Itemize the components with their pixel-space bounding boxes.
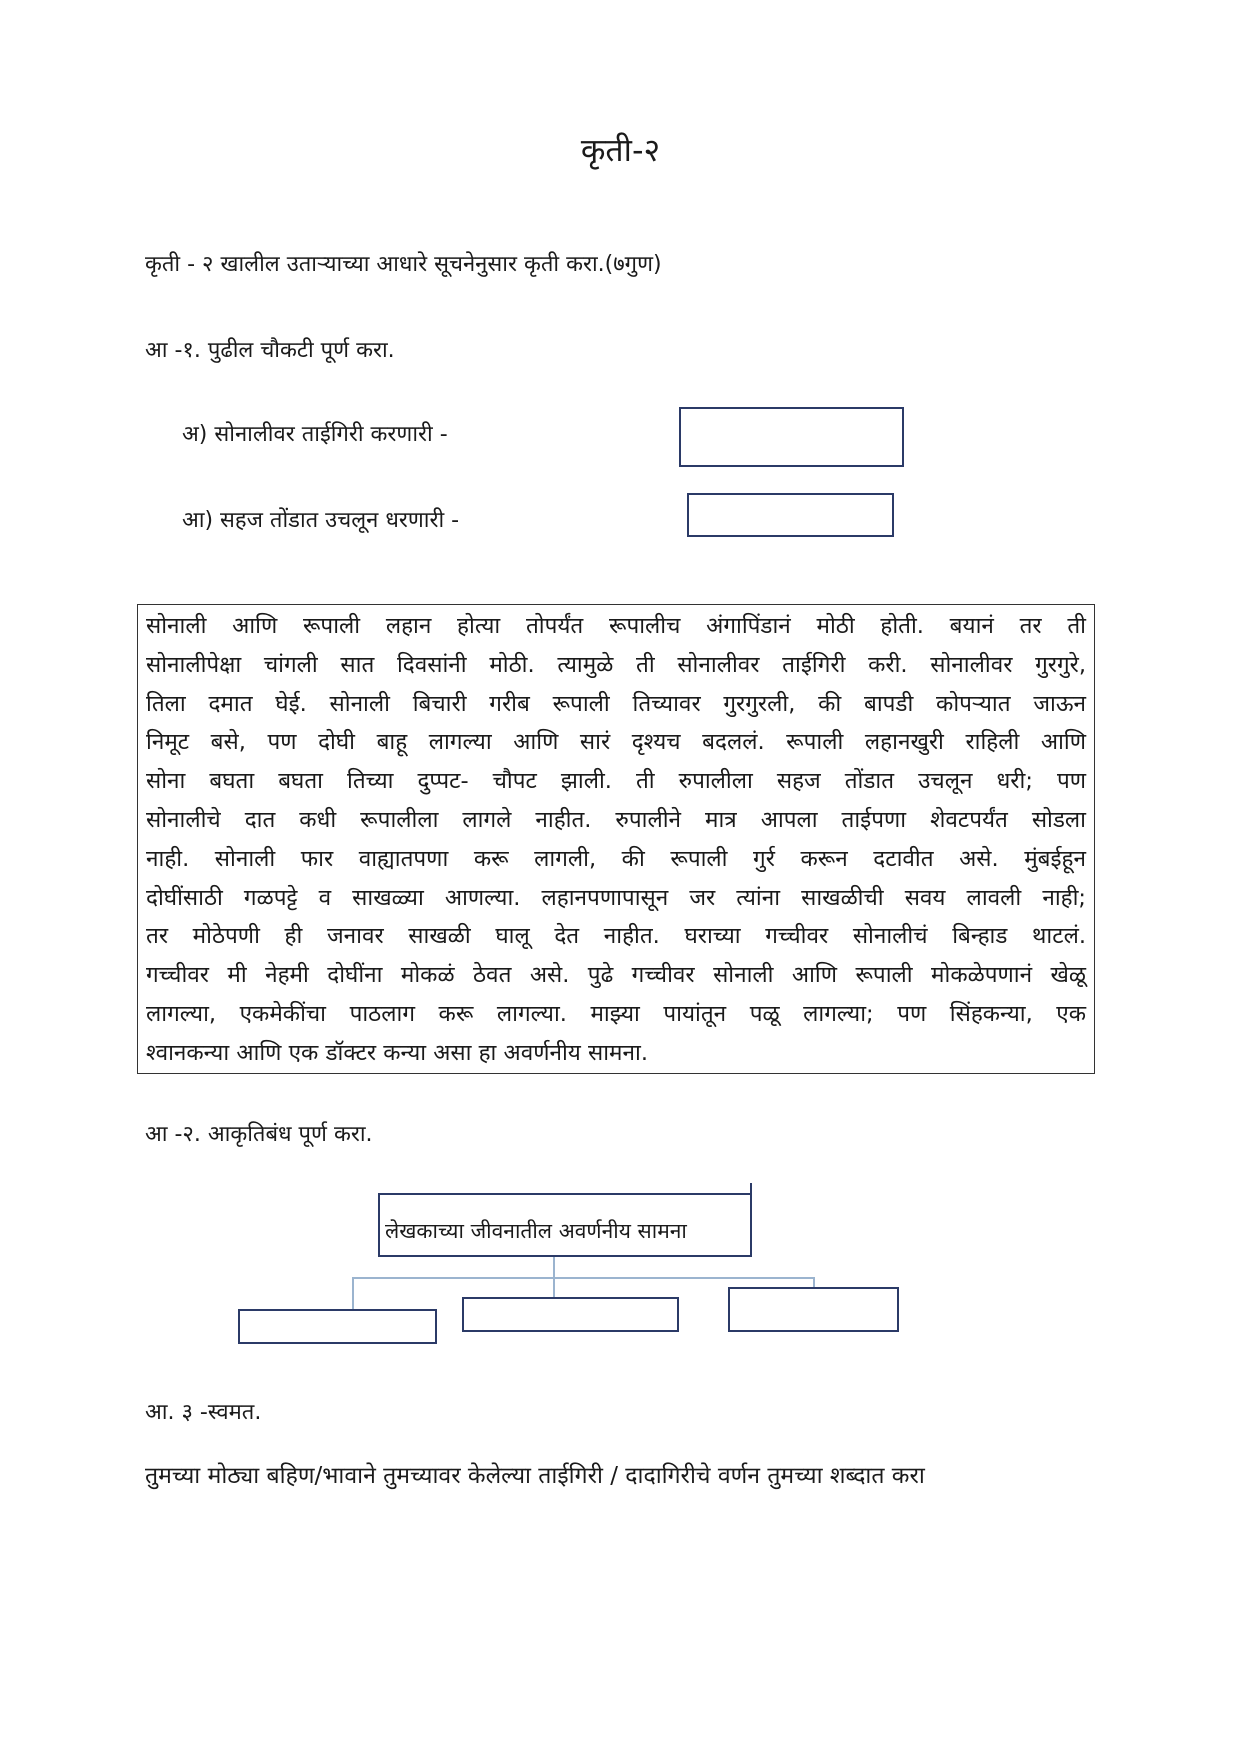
page-title: कृती-२ xyxy=(580,131,661,169)
passage-line: सोनालीपेक्षा चांगली सात दिवसांनी मोठी. त्यामुळे ती सोनालीवर ताईगिरी करी. सोनालीवर गुरगुरे, xyxy=(146,651,1086,678)
passage-line: श्वानकन्या आणि एक डॉक्टर कन्या असा हा अवर्णनीय सामना. xyxy=(146,1039,648,1066)
q2-heading: आ -२. आकृतिबंध पूर्ण करा. xyxy=(145,1122,373,1147)
q3-heading: आ. ३ -स्वमत. xyxy=(145,1400,262,1425)
passage-line: दोघींसाठी गळपट्टे व साखळ्या आणल्या. लहानपणापासून जर त्यांना साखळीची सवय लावली नाही; xyxy=(146,884,1086,911)
diagram-center-label: लेखकाच्या जीवनातील अवर्णनीय सामना xyxy=(385,1219,687,1243)
passage-line: गच्चीवर मी नेहमी दोघींना मोकळं ठेवत असे. पुढे गच्चीवर सोनाली आणि रूपाली मोकळेपणानं खेळू xyxy=(146,962,1086,989)
diagram-branch-connector xyxy=(352,1277,815,1279)
passage-line: सोनालीचे दात कधी रूपालीला लागले नाहीत. रुपालीने मात्र आपला ताईपणा शेवटपर्यंत सोडला xyxy=(146,806,1086,833)
q1-item-b-label: आ) सहज तोंडात उचलून धरणारी - xyxy=(182,508,460,533)
passage-line: सोनाली आणि रूपाली लहान होत्या तोपर्यंत रूपालीच अंगापिंडानं मोठी होती. बयानं तर ती xyxy=(146,613,1086,639)
q1-item-a-answer-box[interactable] xyxy=(679,407,904,467)
passage-line: तर मोठेपणी ही जनावर साखळी घालू देत नाहीत. घराच्या गच्चीवर सोनालीचं बिन्हाड थाटलं. xyxy=(146,923,1086,950)
instruction-text: कृती - २ खालील उताऱ्याच्या आधारे सूचनेनुसार कृती करा.(७गुण) xyxy=(145,252,662,277)
passage-line: लागल्या, एकमेकींचा पाठलाग करू लागल्या. माझ्या पायांतून पळू लागल्या; पण सिंहकन्या, एक xyxy=(146,1000,1086,1027)
passage-line: निमूट बसे, पण दोघी बाहू लागल्या आणि सारं दृश्यच बदललं. रूपाली लहानखुरी राहिली आणि xyxy=(146,729,1086,756)
passage-line: नाही. सोनाली फार वाह्यातपणा करू लागली, की रूपाली गुर्र करून दटावीत असे. मुंबईहून xyxy=(146,845,1086,872)
passage-line: तिला दमात घेई. सोनाली बिचारी गरीब रूपाली तिच्यावर गुरगुरली, की बापडी कोपऱ्यात जाऊन xyxy=(146,690,1086,717)
diagram-answer-box-middle[interactable] xyxy=(462,1297,679,1332)
q3-question: तुमच्या मोठ्या बहिण/भावाने तुमच्यावर केलेल्या ताईगिरी / दादागिरीचे वर्णन तुमच्या शब्दात करा xyxy=(145,1463,925,1489)
diagram-answer-box-right[interactable] xyxy=(728,1287,899,1332)
diagram-corner-tick xyxy=(750,1183,752,1195)
passage-box xyxy=(137,604,1095,1074)
q1-item-a-label: अ) सोनालीवर ताईगिरी करणारी - xyxy=(182,422,448,447)
passage-line: सोना बघता बघता तिच्या दुप्पट- चौपट झाली. ती रुपालीला सहज तोंडात उचलून धरी; पण xyxy=(146,768,1086,795)
q1-item-b-answer-box[interactable] xyxy=(687,493,894,537)
diagram-center-box xyxy=(378,1193,752,1257)
diagram-answer-box-left[interactable] xyxy=(238,1309,437,1344)
q1-heading: आ -१. पुढील चौकटी पूर्ण करा. xyxy=(145,338,395,363)
